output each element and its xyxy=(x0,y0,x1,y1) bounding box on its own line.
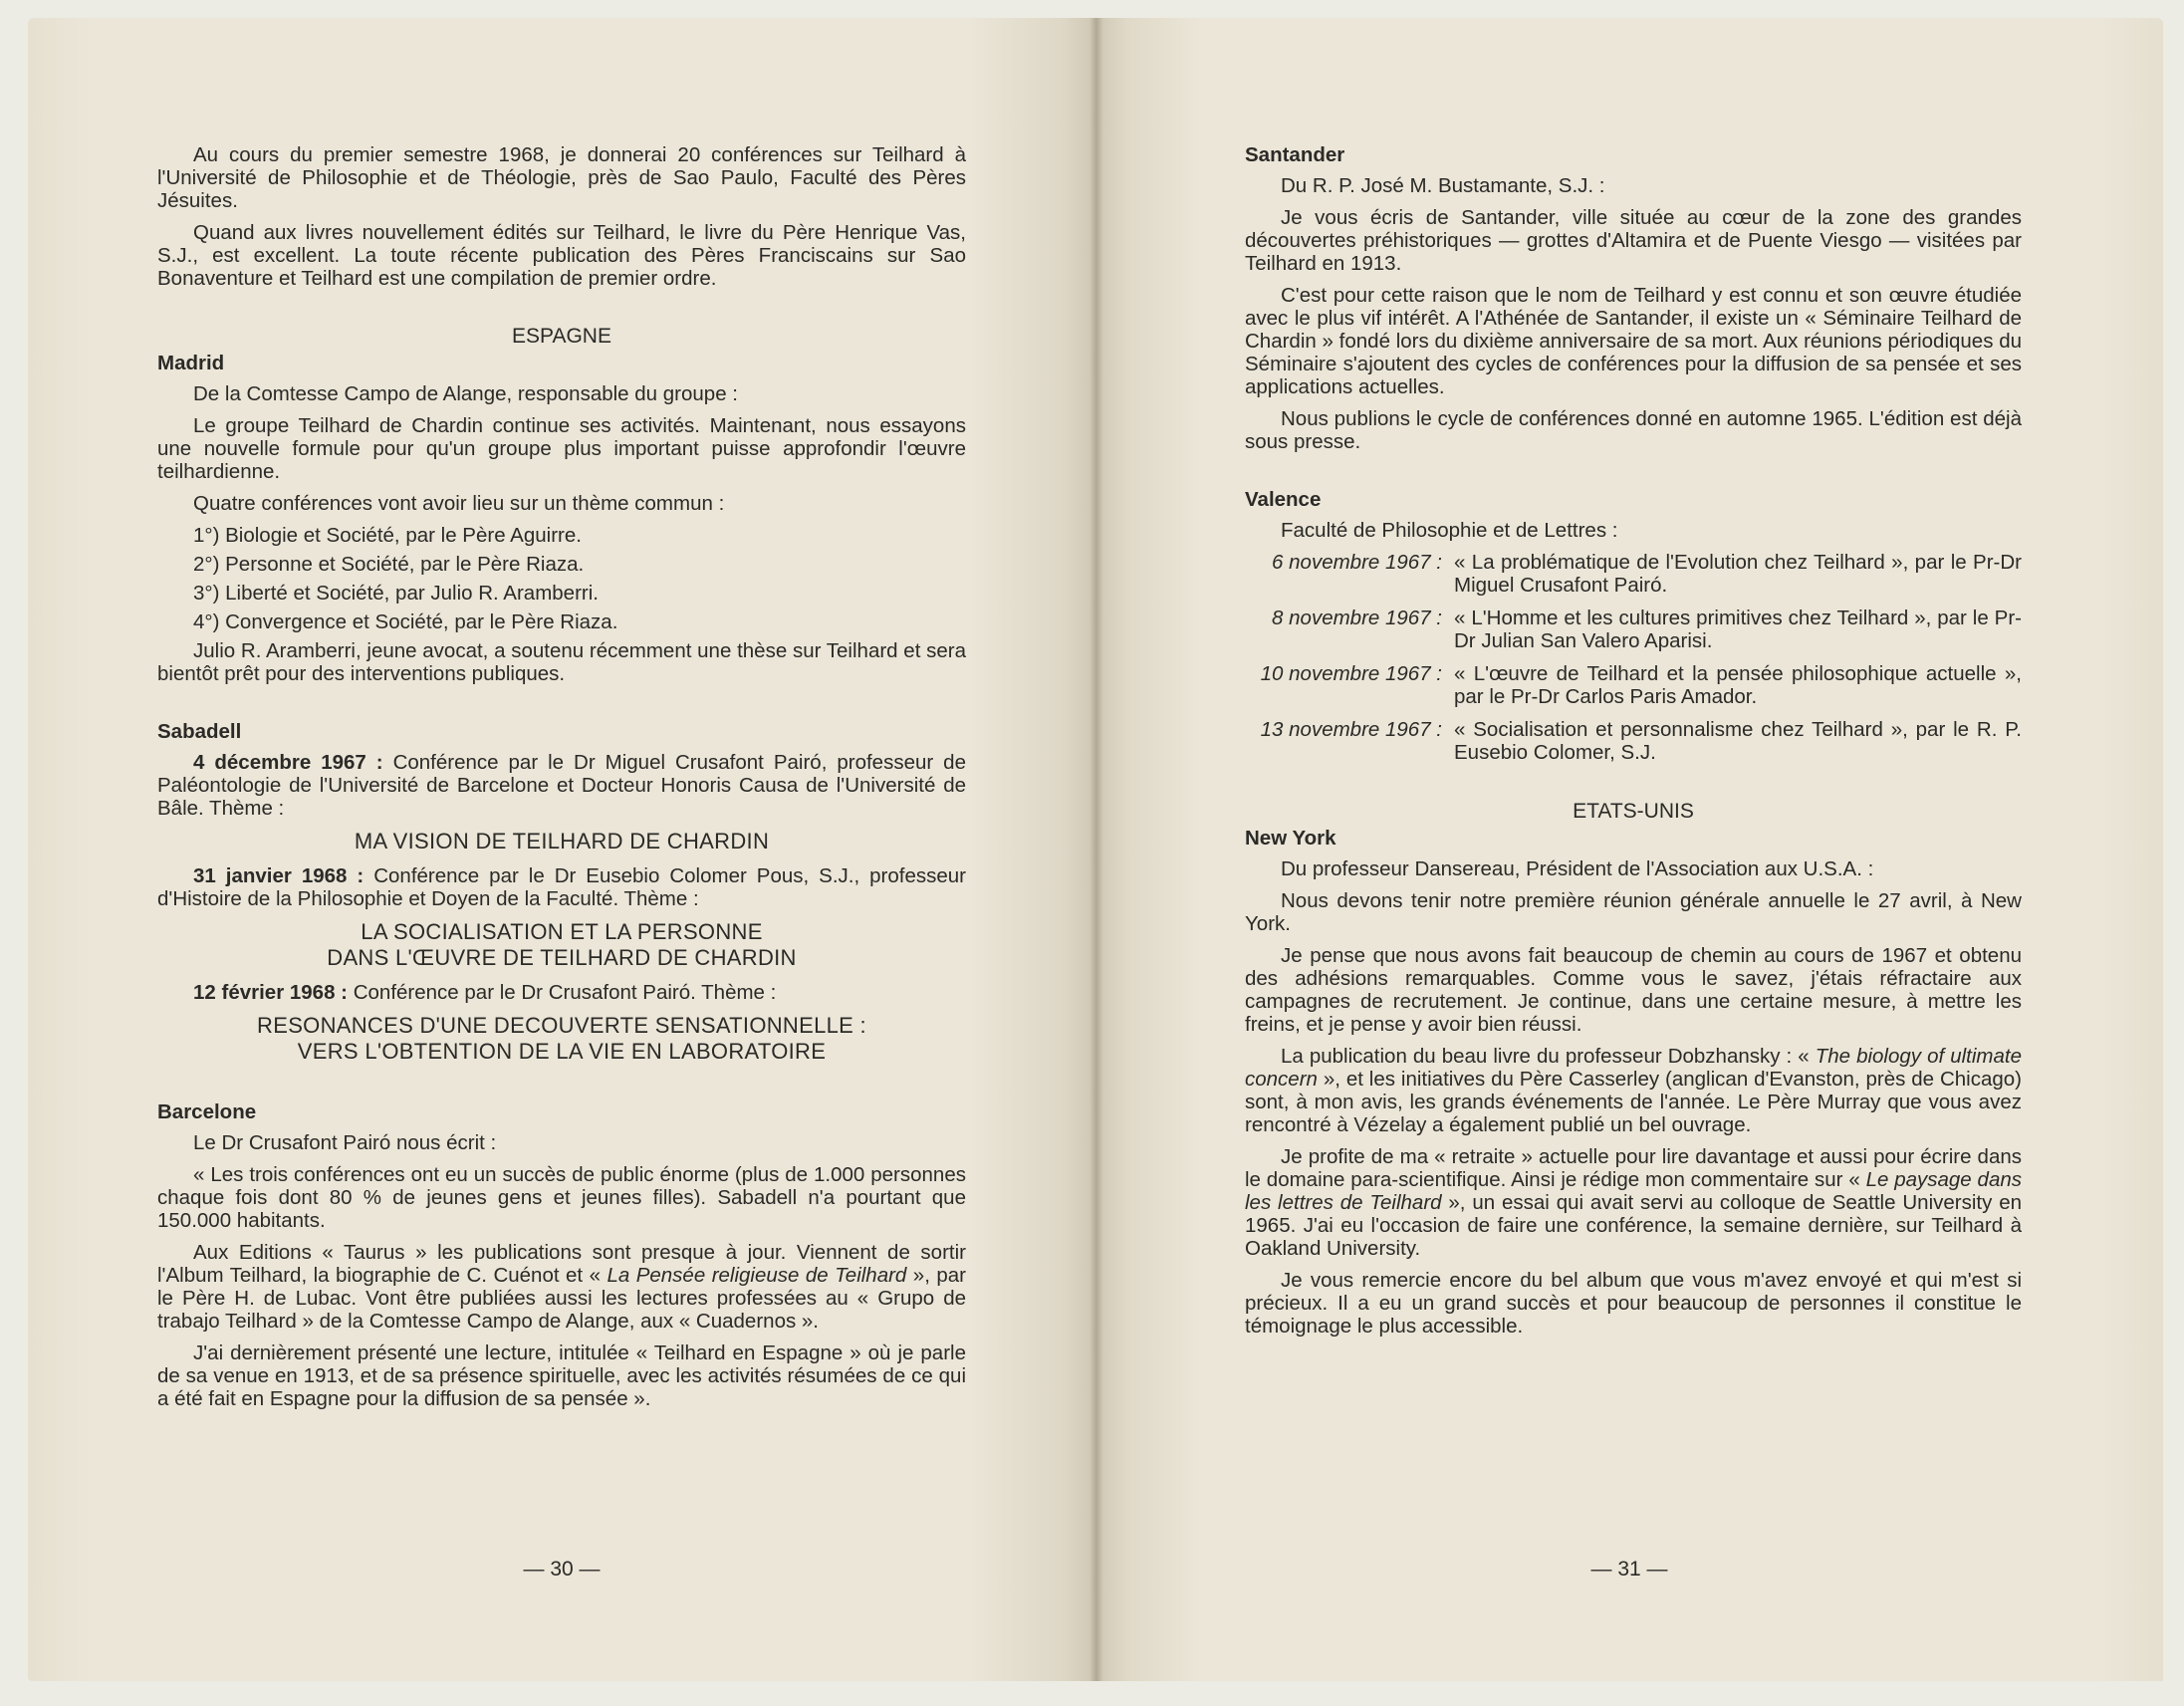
event-theme-line: RESONANCES D'UNE DECOUVERTE SENSATIONNELLE : xyxy=(257,1013,866,1038)
newyork-paragraph-2: Nous devons tenir notre première réunion générale annuelle le 27 avril, à New York. xyxy=(1245,889,2022,935)
sabadell-event-3 xyxy=(157,981,966,1004)
conference-entry xyxy=(1245,607,2022,652)
text-run: », un essai qui avait servi au colloque de Seattle University en 1965. J'ai eu l'occasion de faire une conférence, la semaine dernière, sur Teilhard à Oakland University. xyxy=(1245,1191,2022,1260)
event-theme xyxy=(157,1013,966,1065)
madrid-paragraph-2: Le groupe Teilhard de Chardin continue ses activités. Maintenant, nous essayons une nouvelle formule pour qu'un groupe plus important puisse approfondir l'œuvre teilhardienne. xyxy=(157,414,966,483)
event-theme: MA VISION DE TEILHARD DE CHARDIN xyxy=(354,829,770,853)
madrid-paragraph-3: Quatre conférences vont avoir lieu sur un thème commun : xyxy=(193,492,725,515)
santander-paragraph-1: Du R. P. José M. Bustamante, S.J. : xyxy=(1281,174,1605,197)
book-title: The biology of ultimate concern xyxy=(1245,1045,2022,1091)
essay-title: Le paysage dans les lettres de Teilhard xyxy=(1245,1168,2022,1214)
event-theme-line: DANS L'ŒUVRE DE TEILHARD DE CHARDIN xyxy=(327,945,797,970)
heading-barcelone: Barcelone xyxy=(157,1100,257,1123)
event-text: Conférence par le Dr Miguel Crusafont Pairó, professeur de Paléontologie de l'Université de Barcelone et Docteur Honoris Causa de l'Université de Bâle. Thème : xyxy=(157,751,966,820)
left-page xyxy=(28,18,1095,1681)
text-run: Je profite de ma « retraite » actuelle pour lire davantage et aussi pour écrire dans le domaine para-scientifique. Ainsi je rédige mon commentaire sur « xyxy=(1245,1145,2022,1191)
section-heading-espagne: ESPAGNE xyxy=(512,325,611,348)
conference-entry xyxy=(1245,718,2022,764)
page-number: — 30 — xyxy=(523,1558,601,1581)
conference-text: « L'œuvre de Teilhard et la pensée philosophique actuelle », par le Pr-Dr Carlos Paris Amador. xyxy=(1454,662,2022,708)
barcelone-paragraph-2: « Les trois conférences ont eu un succès de public énorme (plus de 1.000 personnes chaque fois dont 80 % de jeunes gens et jeunes filles). Sabadell n'a pourtant que 150.000 habitants. xyxy=(157,1163,966,1232)
sabadell-event-2 xyxy=(157,864,966,910)
conference-entry xyxy=(1245,551,2022,597)
right-page xyxy=(1095,18,2163,1681)
santander-paragraph-3: C'est pour cette raison que le nom de Teilhard y est connu et son œuvre étudiée avec le plus vif intérêt. A l'Athénée de Santander, il existe un « Séminaire Teilhard de Chardin » fondé lors du dixième anniversaire de sa mort. Aux réunions périodiques du Séminaire s'ajoutent des cycles de conférences pour la diffusion de sa pensée et ses applications actuelles. xyxy=(1245,284,2022,398)
text-run: La publication du beau livre du professeur Dobzhansky : « xyxy=(1281,1045,1816,1068)
intro-paragraph-1: Au cours du premier semestre 1968, je donnerai 20 conférences sur Teilhard à l'Université de Philosophie et de Théologie, près de Sao Paulo, Faculté des Pères Jésuites. xyxy=(157,143,966,212)
conference-entry xyxy=(1245,662,2022,708)
event-theme-line: VERS L'OBTENTION DE LA VIE EN LABORATOIRE xyxy=(297,1039,827,1064)
heading-valence: Valence xyxy=(1245,488,1322,511)
event-theme-line: LA SOCIALISATION ET LA PERSONNE xyxy=(361,919,763,944)
valence-paragraph-1: Faculté de Philosophie et de Lettres : xyxy=(1281,519,1618,542)
event-text: Conférence par le Dr Crusafont Pairó. Thème : xyxy=(348,981,777,1004)
conference-date: 13 novembre 1967 : xyxy=(1260,718,1442,741)
text-run: Aux Editions « Taurus » les publications sont presque à jour. Viennent de sortir l'Album Teilhard, la biographie de C. Cuénot et « xyxy=(157,1241,966,1287)
book-gutter xyxy=(1090,18,1103,1681)
section-heading-etats-unis: ETATS-UNIS xyxy=(1573,800,1694,823)
text-run: », par le Père H. de Lubac. Vont être publiées aussi les lectures professées au « Grupo de trabajo Teilhard » de la Comtesse Campo de Alange, aux « Cuadernos ». xyxy=(157,1264,966,1333)
list-item: 4°) Convergence et Société, par le Père Riaza. xyxy=(193,610,618,633)
madrid-paragraph-4: Julio R. Aramberri, jeune avocat, a soutenu récemment une thèse sur Teilhard et sera bientôt prêt pour des interventions publiques. xyxy=(157,639,966,685)
santander-paragraph-2: Je vous écris de Santander, ville située au cœur de la zone des grandes découvertes préhistoriques — grottes d'Altamira et de Puente Viesgo — visitées par Teilhard en 1913. xyxy=(1245,206,2022,275)
list-item: 3°) Liberté et Société, par Julio R. Aramberri. xyxy=(193,582,599,605)
book-title: La Pensée religieuse de Teilhard xyxy=(607,1264,907,1287)
conference-date: 6 novembre 1967 : xyxy=(1272,551,1442,574)
page-number: — 31 — xyxy=(1590,1558,1668,1581)
newyork-paragraph-5 xyxy=(1245,1145,2022,1260)
intro-paragraph-2: Quand aux livres nouvellement édités sur Teilhard, le livre du Père Henrique Vas, S.J., est excellent. La toute récente publication des Pères Franciscains sur Sao Bonaventure et Teilhard est une compilation de premier ordre. xyxy=(157,221,966,290)
conference-date: 8 novembre 1967 : xyxy=(1272,607,1442,629)
event-date: 31 janvier 1968 : xyxy=(193,864,364,887)
madrid-paragraph-1: De la Comtesse Campo de Alange, responsable du groupe : xyxy=(193,382,739,405)
event-theme xyxy=(157,919,966,971)
barcelone-paragraph-4: J'ai dernièrement présenté une lecture, intitulée « Teilhard en Espagne » où je parle de sa venue en 1913, et de sa présence spirituelle, avec les activités résumées de ce qui a été fait en Espagne pour la diffusion de sa pensée ». xyxy=(157,1341,966,1410)
heading-new-york: New York xyxy=(1245,827,1336,850)
right-page-text xyxy=(1245,143,2022,1346)
conference-text: « La problématique de l'Evolution chez Teilhard », par le Pr-Dr Miguel Crusafont Pairó. xyxy=(1454,551,2022,597)
newyork-paragraph-4 xyxy=(1245,1045,2022,1136)
event-text: Conférence par le Dr Eusebio Colomer Pous, S.J., professeur d'Histoire de la Philosophie et Doyen de la Faculté. Thème : xyxy=(157,864,967,910)
event-date: 12 février 1968 : xyxy=(193,981,349,1004)
santander-paragraph-4: Nous publions le cycle de conférences donné en automne 1965. L'édition est déjà sous presse. xyxy=(1245,407,2022,453)
newyork-paragraph-6: Je vous remercie encore du bel album que vous m'avez envoyé et qui m'est si précieux. Il a eu un grand succès et pour beaucoup de personnes il constitue le témoignage le plus accessible. xyxy=(1245,1269,2022,1338)
conference-text: « L'Homme et les cultures primitives chez Teilhard », par le Pr-Dr Julian San Valero Aparisi. xyxy=(1454,607,2022,652)
text-run: », et les initiatives du Père Casserley (anglican d'Evanston, près de Chicago) sont, à mon avis, les grands événements de l'année. Le Père Murray que vous avez rencontré à Vézelay a également publié un bel ouvrage. xyxy=(1245,1068,2022,1136)
left-page-text xyxy=(157,143,966,1419)
barcelone-paragraph-1: Le Dr Crusafont Pairó nous écrit : xyxy=(193,1131,497,1154)
heading-madrid: Madrid xyxy=(157,352,225,374)
list-item: 1°) Biologie et Société, par le Père Aguirre. xyxy=(193,524,582,547)
list-item: 2°) Personne et Société, par le Père Riaza. xyxy=(193,553,585,576)
barcelone-paragraph-3 xyxy=(157,1241,966,1333)
heading-sabadell: Sabadell xyxy=(157,720,242,743)
heading-santander: Santander xyxy=(1245,143,1345,166)
sabadell-event-1 xyxy=(157,751,966,820)
conference-date: 10 novembre 1967 : xyxy=(1260,662,1442,685)
event-date: 4 décembre 1967 : xyxy=(193,751,383,774)
conference-text: « Socialisation et personnalisme chez Teilhard », par le R. P. Eusebio Colomer, S.J. xyxy=(1454,718,2022,764)
newyork-paragraph-1: Du professeur Dansereau, Président de l'Association aux U.S.A. : xyxy=(1281,857,1874,880)
newyork-paragraph-3: Je pense que nous avons fait beaucoup de chemin au cours de 1967 et obtenu des adhésions remarquables. Comme vous le savez, j'étais réfractaire aux campagnes de recrutement. Je continue, dans une certaine mesure, à mettre les freins, et je pense y avoir bien réussi. xyxy=(1245,944,2022,1036)
